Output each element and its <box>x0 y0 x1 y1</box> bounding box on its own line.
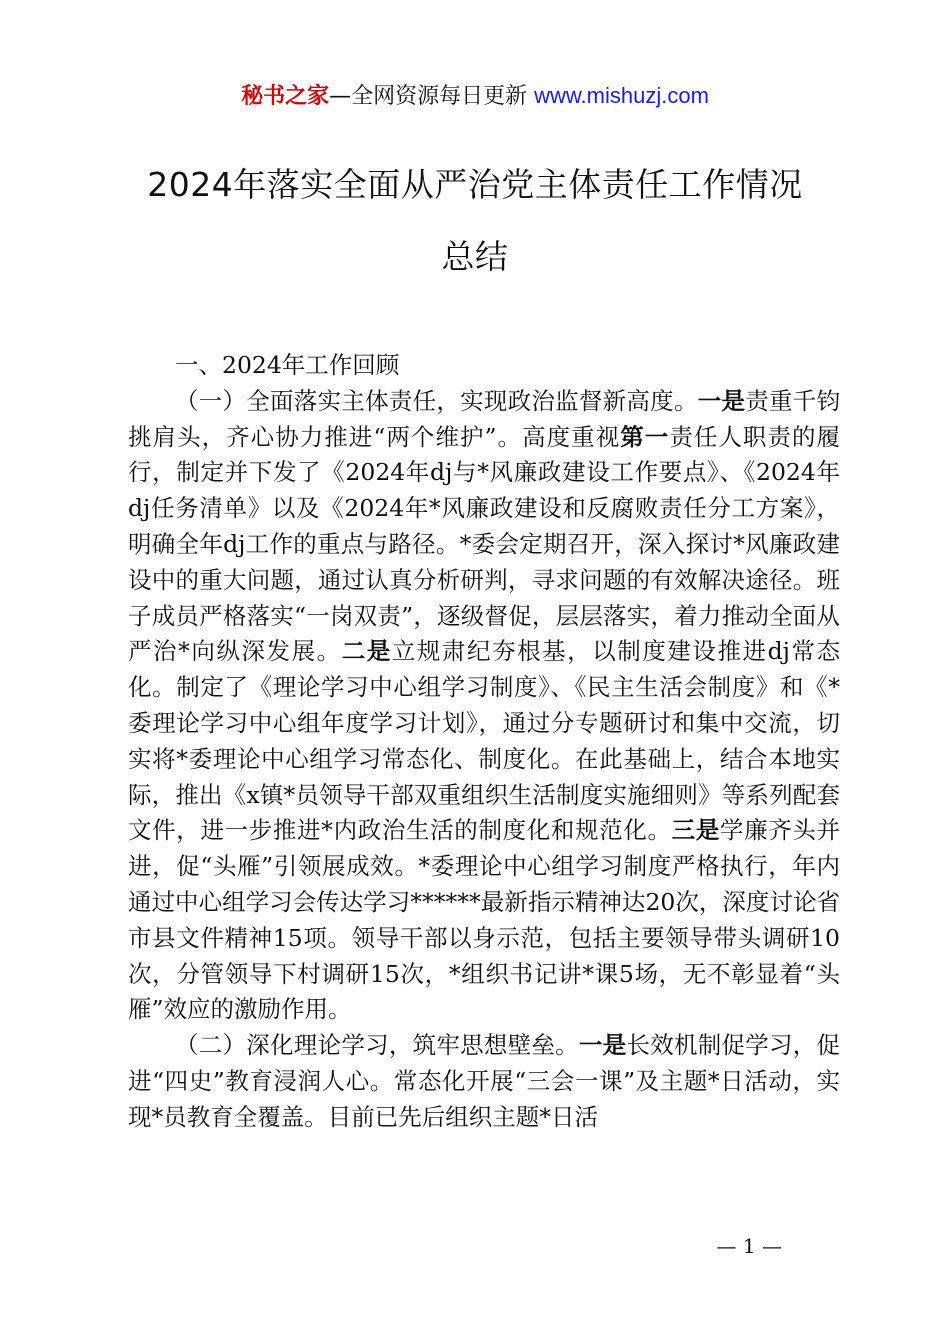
para1-text-1: 责重千钧挑肩头，齐心协力推进“两个维护”。高度重视 <box>128 386 841 451</box>
para1-text-4: 学廉齐头并进，促“头雁”引领展成效。*委理论中心组学习制度严格执行，年内通过中心组学习会传达学习******最新指示精神达20次，深度讨论省市县文件精神15项。领导干部以身示范，包括主要领导带头调研10次，分管领导下村调研15次，*组织书记讲*课5场，无不彰显着“头雁”效应的激励作用。 <box>128 816 841 1024</box>
para2-text-1: 长效机制促学习，促进“四史”教育浸润人心。常态化开展“三会一课”及主题*日活动，实现*员教育全覆盖。目前已先后组织主题*日活 <box>128 1031 841 1131</box>
para1-text-3: 立规肃纪夯根基，以制度建设推进dj常态化。制定了《理论学习中心组学习制度》、《民主生活会制度》和《*委理论学习中心组年度学习计划》，通过分专题研讨和集中交流，切实将*委理论中心组学习常态化、制度化。在此基础上，结合本地实际，推出《x镇*员领导干部双重组织生活制度实施细则》等系列配套文件，进一步推进*内政治生活的制度化和规范化。 <box>128 637 840 845</box>
site-header <box>0 80 950 113</box>
header-url-link[interactable]: www.mishuzj.com <box>534 83 709 108</box>
title-line-2: 总结 <box>441 237 509 276</box>
document-body <box>128 348 840 1136</box>
para1-bold-4: 三是 <box>671 816 720 845</box>
page-number: — 1 — <box>716 1234 782 1258</box>
para1-bold-1: 一是 <box>697 386 746 415</box>
section-heading: 一、2024年工作回顾 <box>175 351 400 379</box>
para1-text-2: 责任人职责的履行，制定并下发了《2024年dj与*风廉政建设工作要点》、《2024年dj任务清单》以及《2024年*风廉政建设和反腐败责任分工方案》，明确全年dj工作的重点与路径。*委会定期召开，深入探讨*风廉政建设中的重大问题，通过认真分析研判，寻求问题的有效解决途径。班子成员严格落实“一岗双责”，逐级督促，层层落实，着力推动全面从严治*向纵深发展。 <box>128 422 841 666</box>
para2-lead: （二）深化理论学习，筑牢思想壁垒。 <box>175 1031 579 1060</box>
para2-bold-1: 一是 <box>578 1031 627 1060</box>
para1-bold-2: 第一 <box>620 422 670 451</box>
header-slogan: —全网资源每日更新 <box>329 84 535 109</box>
paragraph-2 <box>128 1028 840 1135</box>
para1-lead: （一）全面落实主体责任，实现政治监督新高度。 <box>175 386 698 415</box>
title-line-1: 2024年落实全面从严治党主体责任工作情况 <box>147 165 803 204</box>
document-title <box>70 160 880 282</box>
paragraph-1 <box>128 384 840 1028</box>
header-brand: 秘书之家 <box>241 84 330 109</box>
para1-bold-3: 二是 <box>341 637 392 666</box>
